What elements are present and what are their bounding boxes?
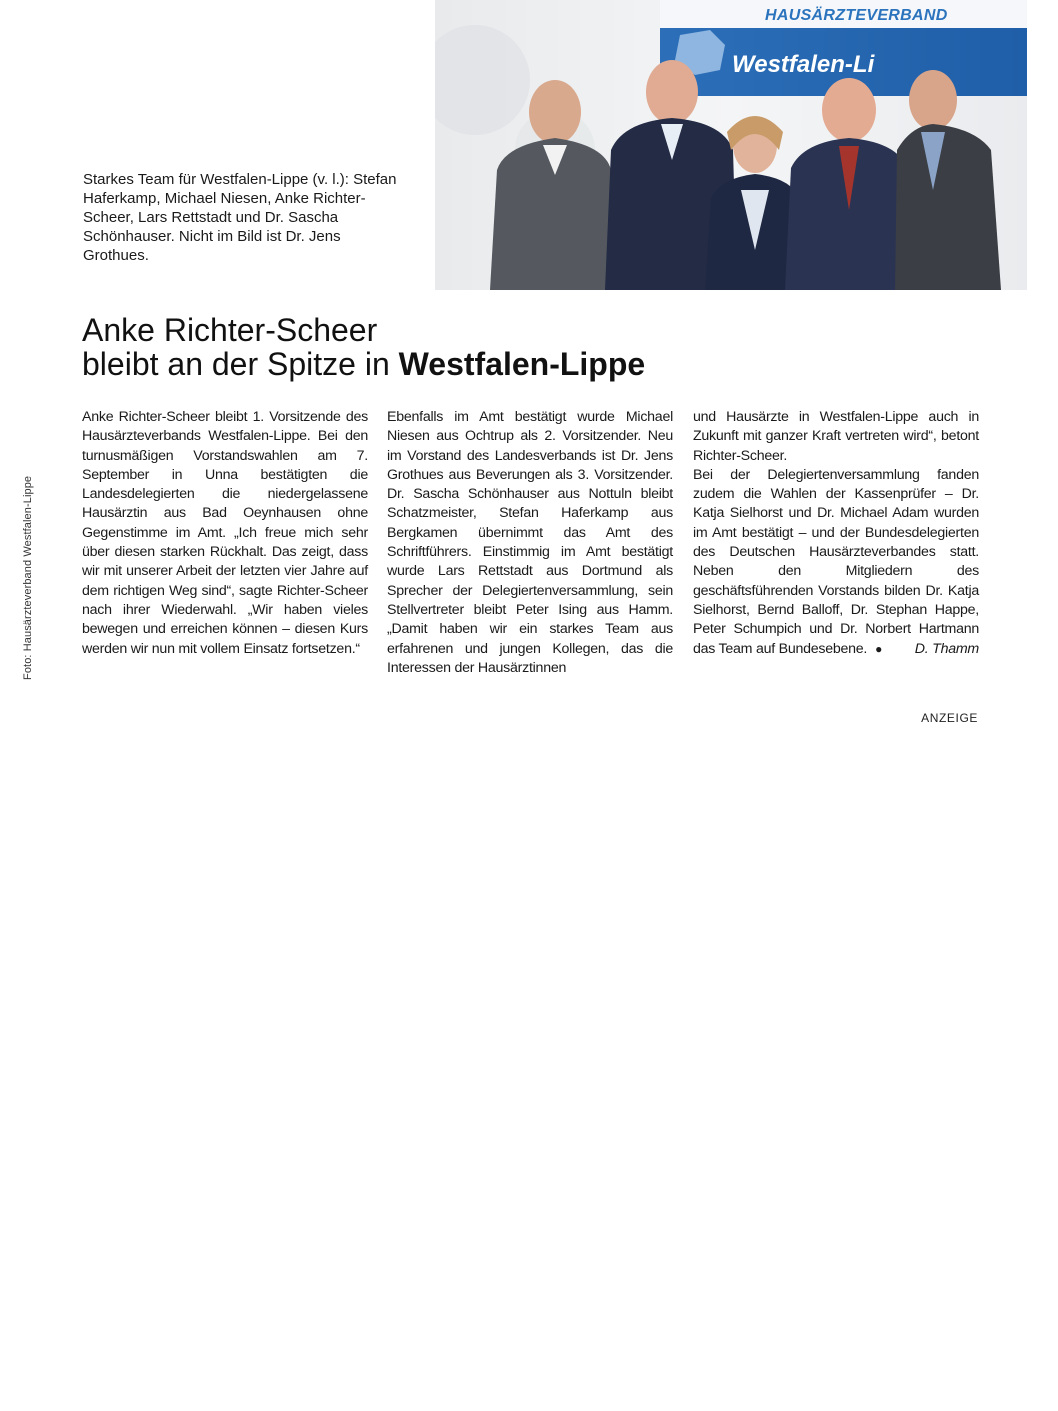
article-headline	[82, 313, 782, 381]
author-name: D. Thamm	[914, 640, 979, 657]
paragraph-text: Bei der Delegiertenversammlung fanden zudem die Wahlen der Kassenprüfer – Dr. Katja Sielhorst und Dr. Michael Adam wurden im Amt bestätigt – und der Bundesdelegierten des Deutschen Hausärzteverbandes statt. Neben den Mitgliedern des geschäftsführenden Vorstands bilden Dr. Katja Sielhorst, Bernd Balloff, Dr. Stephan Happe, Peter Schumpich und Dr. Norbert Hartmann das Team auf Bundesebene.	[693, 466, 979, 657]
headline-line1: Anke Richter-Scheer	[82, 312, 378, 348]
headline-line2-bold: Westfalen-Lippe	[398, 346, 646, 382]
banner-org-name: HAUSÄRZTEVERBAND	[765, 7, 948, 24]
photo-caption: Starkes Team für Westfalen-Lippe (v. l.): Stefan Haferkamp, Michael Niesen, Anke Richter-Scheer, Lars Rettstadt und Dr. Sascha Schönhauser. Nicht im Bild ist Dr. Jens Grothues.	[83, 171, 397, 264]
end-mark-icon: ●	[875, 641, 883, 656]
paragraph: und Hausärzte in Westfalen-Lippe auch in Zukunft mit ganzer Kraft vertreten wird“, betont Richter-Scheer.	[693, 409, 979, 464]
paragraph: Ebenfalls im Amt bestätigt wurde Michael Niesen aus Ochtrup als 2. Vorsitzender. Neu im Vorstand des Landesverbands ist Dr. Jens Grothues aus Beverungen als 3. Vorsitzender. Dr. Sascha Schönhauser aus Nottuln bleibt Schatzmeister, Stefan Haferkamp aus Bergkamen übernimmt das Amt des Schriftführers. Einstimmig im Amt bestätigt wurde Lars Rettstadt aus Dortmund als Sprecher der Delegiertenversammlung, sein Stellvertreter bleibt Peter Ising aus Hamm. „Damit haben wir ein starkes Team aus erfahrenen und jungen Kollegen, das die Interessen der Hausärztinnen	[387, 409, 673, 676]
article-column-2	[387, 408, 673, 678]
paragraph: Anke Richter-Scheer bleibt 1. Vorsitzende des Hausärzteverbands Westfalen-Lippe. Bei den turnusmäßigen Vorstandswahlen am 7. September in Unna bestätigten die Landesdelegierten die niedergelassene Hausärztin aus Bad Oeynhausen ohne Gegenstimme im Amt. „Ich freue mich sehr über diesen starken Rückhalt. Das zeigt, dass wir mit unserer Arbeit der letzten vier Jahre auf dem richtigen Weg sind“, sagte Richter-Scheer nach ihrer Wiederwahl. „Wir haben vieles bewegen und erreichen können – diesen Kurs werden wir nun mit vollem Einsatz fortsetzen.“	[82, 409, 368, 657]
ad-label: ANZEIGE	[921, 711, 978, 725]
article-column-1	[82, 408, 368, 659]
headline-line2-regular: bleibt an der Spitze in	[82, 346, 399, 382]
paragraph-final	[693, 466, 979, 659]
banner-region: Westfalen-Li	[732, 51, 875, 78]
photo-credit: Foto: Hausärzteverband Westfalen-Lippe	[22, 475, 34, 680]
article-column-3	[693, 408, 979, 659]
team-photo	[435, 0, 1027, 290]
